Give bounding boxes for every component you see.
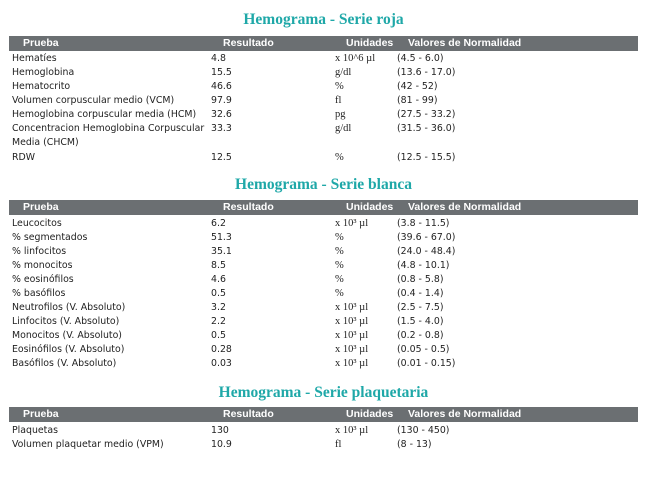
test-range: (12.5 - 15.5) (397, 152, 456, 163)
test-unit: % (335, 232, 344, 243)
header-unidades: Unidades (346, 201, 394, 213)
test-range: (2.5 - 7.5) (397, 302, 444, 313)
test-result: 3.2 (211, 302, 226, 313)
test-result: 6.2 (211, 218, 226, 229)
test-range: (4.8 - 10.1) (397, 260, 450, 271)
table-header (9, 200, 638, 215)
test-range: (1.5 - 4.0) (397, 316, 444, 327)
test-result: 0.28 (211, 344, 232, 355)
test-name: Plaquetas (12, 425, 58, 436)
test-name: Hemoglobina corpuscular media (HCM) (12, 109, 197, 120)
test-range: (24.0 - 48.4) (397, 246, 456, 257)
test-unit: x 10³ µl (335, 425, 369, 436)
test-unit: x 10³ µl (335, 330, 369, 341)
test-unit: % (335, 246, 344, 257)
test-unit: x 10^6 µl (335, 53, 376, 64)
test-result: 51.3 (211, 232, 232, 243)
test-range: (13.6 - 17.0) (397, 67, 456, 78)
test-result: 8.5 (211, 260, 226, 271)
test-unit: g/dl (335, 67, 352, 78)
test-unit: x 10³ µl (335, 358, 369, 369)
test-result: 32.6 (211, 109, 232, 120)
test-unit: % (335, 152, 344, 163)
test-name: Linfocitos (V. Absoluto) (12, 316, 120, 327)
test-unit: x 10³ µl (335, 302, 369, 313)
test-result: 33.3 (211, 123, 232, 134)
test-result: 46.6 (211, 81, 232, 92)
header-prueba: Prueba (23, 408, 59, 420)
test-result: 0.5 (211, 288, 226, 299)
test-name: Concentracion Hemoglobina Corpuscular (12, 123, 205, 134)
test-name: % linfocitos (12, 246, 67, 257)
test-name: Volumen plaquetar medio (VPM) (12, 439, 164, 450)
test-name: % monocitos (12, 260, 73, 271)
test-range: (42 - 52) (397, 81, 438, 92)
header-valores: Valores de Normalidad (408, 37, 522, 49)
test-unit: fl (335, 95, 342, 106)
test-range: (8 - 13) (397, 439, 432, 450)
header-unidades: Unidades (346, 408, 394, 420)
test-result: 130 (211, 425, 229, 436)
test-name: Neutrofilos (V. Absoluto) (12, 302, 126, 313)
test-result: 4.6 (211, 274, 226, 285)
header-prueba: Prueba (23, 37, 59, 49)
test-unit: fl (335, 439, 342, 450)
test-name: % eosinófilos (12, 274, 74, 285)
test-name-continuation: Media (CHCM) (12, 137, 79, 148)
test-range: (0.2 - 0.8) (397, 330, 444, 341)
test-range: (31.5 - 36.0) (397, 123, 456, 134)
test-unit: pg (335, 109, 346, 120)
test-name: % basófilos (12, 288, 66, 299)
test-name: Eosinófilos (V. Absoluto) (12, 344, 125, 355)
section-title-serie-blanca: Hemograma - Serie blanca (235, 176, 412, 193)
test-result: 35.1 (211, 246, 232, 257)
test-name: Hemoglobina (12, 67, 75, 78)
test-name: RDW (12, 152, 36, 163)
test-unit: x 10³ µl (335, 218, 369, 229)
test-name: Volumen corpuscular medio (VCM) (12, 95, 175, 106)
header-resultado: Resultado (223, 201, 274, 213)
test-range: (81 - 99) (397, 95, 438, 106)
test-range: (4.5 - 6.0) (397, 53, 444, 64)
test-result: 97.9 (211, 95, 232, 106)
section-title-serie-roja: Hemograma - Serie roja (243, 11, 404, 28)
test-name: Hematocrito (12, 81, 71, 92)
header-valores: Valores de Normalidad (408, 408, 522, 420)
header-prueba: Prueba (23, 201, 59, 213)
header-valores: Valores de Normalidad (408, 201, 522, 213)
test-name: Monocitos (V. Absoluto) (12, 330, 122, 341)
test-result: 4.8 (211, 53, 226, 64)
test-unit: x 10³ µl (335, 316, 369, 327)
header-resultado: Resultado (223, 37, 274, 49)
section-title-serie-plaquetaria: Hemograma - Serie plaquetaria (218, 384, 429, 401)
test-range: (3.8 - 11.5) (397, 218, 450, 229)
test-range: (39.6 - 67.0) (397, 232, 456, 243)
test-range: (27.5 - 33.2) (397, 109, 456, 120)
test-unit: % (335, 274, 344, 285)
test-range: (0.05 - 0.5) (397, 344, 450, 355)
test-name: Hematíes (12, 53, 57, 64)
test-range: (0.01 - 0.15) (397, 358, 456, 369)
test-name: % segmentados (12, 232, 88, 243)
test-unit: g/dl (335, 123, 352, 134)
test-name: Basófilos (V. Absoluto) (12, 358, 117, 369)
test-result: 15.5 (211, 67, 232, 78)
test-result: 0.5 (211, 330, 226, 341)
test-result: 0.03 (211, 358, 232, 369)
table-header (9, 407, 638, 422)
header-unidades: Unidades (346, 37, 394, 49)
test-result: 12.5 (211, 152, 232, 163)
test-result: 2.2 (211, 316, 226, 327)
test-unit: x 10³ µl (335, 344, 369, 355)
test-range: (0.4 - 1.4) (397, 288, 444, 299)
test-unit: % (335, 260, 344, 271)
test-unit: % (335, 288, 344, 299)
test-range: (130 - 450) (397, 425, 450, 436)
test-unit: % (335, 81, 344, 92)
test-result: 10.9 (211, 439, 232, 450)
test-name: Leucocitos (12, 218, 62, 229)
table-header (9, 36, 638, 51)
test-range: (0.8 - 5.8) (397, 274, 444, 285)
header-resultado: Resultado (223, 408, 274, 420)
